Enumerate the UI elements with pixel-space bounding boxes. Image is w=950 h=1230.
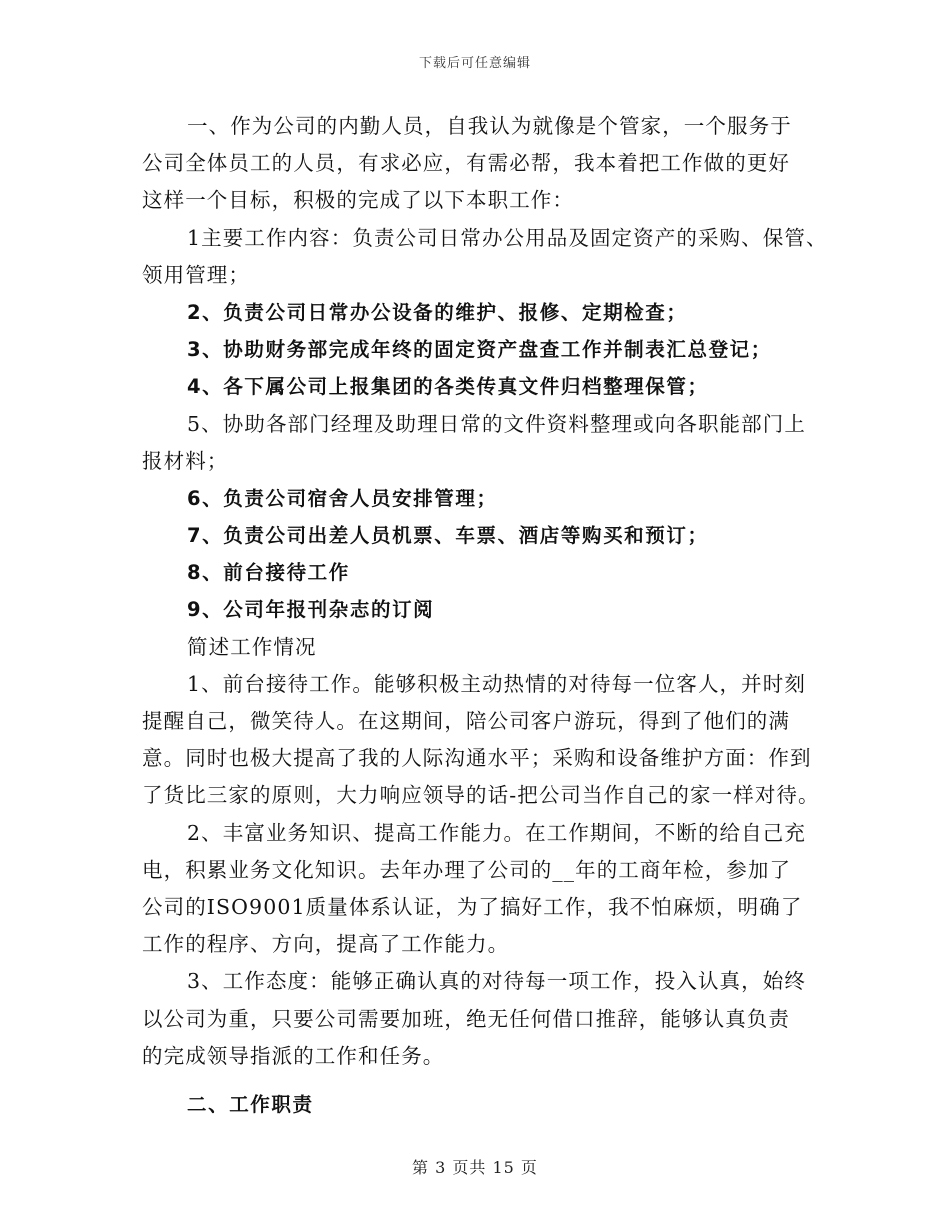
paragraph-line: 6、负责公司宿舍人员安排管理； (187, 486, 498, 510)
paragraph-line: 报材料； (142, 448, 229, 473)
page-footer: 第 3 页共 15 页 (412, 1158, 538, 1177)
section-heading: 二、工作职责 (187, 1092, 314, 1116)
paragraph-line: 这样一个目标，积极的完成了以下本职工作： (142, 188, 574, 213)
paragraph-line: 2、丰富业务知识、提高工作能力。在工作期间，不断的给自己充 (187, 820, 806, 845)
paragraph-line: 领用管理； (142, 262, 250, 287)
paragraph-line: 8、前台接待工作 (187, 561, 350, 585)
paragraph-line: 简述工作情况 (187, 634, 317, 659)
paragraph-line: 3、协助财务部完成年终的固定资产盘查工作并制表汇总登记； (187, 338, 772, 362)
paragraph-line: 9、公司年报刊杂志的订阅 (187, 598, 435, 622)
paragraph-line: 1、前台接待工作。能够积极主动热情的对待每一位客人，并时刻 (187, 671, 806, 696)
paragraph-line: 3、工作态度：能够正确认真的对待每一项工作，投入认真，始终 (187, 969, 806, 994)
paragraph-line: 公司的ISO9001质量体系认证，为了搞好工作，我不怕麻烦，明确了 (142, 894, 803, 919)
paragraph-line: 4、各下属公司上报集团的各类传真文件归档整理保管； (187, 375, 709, 399)
paragraph-line: 提醒自己，微笑待人。在这期间，陪公司客户游玩，得到了他们的满 (142, 709, 790, 733)
paragraph-line: 的完成领导指派的工作和任务。 (142, 1043, 445, 1068)
spacer (142, 1075, 824, 1086)
paragraph-line: 2、负责公司日常办公设备的维护、报修、定期检查； (187, 300, 688, 324)
paragraph-line: 公司全体员工的人员，有求必应，有需必帮，我本着把工作做的更好 (142, 151, 790, 176)
paragraph-line: 意。同时也极大提高了我的人际沟通水平；采购和设备维护方面：作到 (142, 746, 812, 771)
document-body (142, 108, 828, 1123)
paragraph-line: 电，积累业务文化知识。去年办理了公司的__年的工商年检，参加了 (142, 857, 792, 882)
paragraph-line: 以公司为重，只要公司需要加班，绝无任何借口推辞，能够认真负责 (142, 1006, 790, 1031)
paragraph-line: 5、协助各部门经理及助理日常的文件资料整理或向各职能部门上 (187, 411, 806, 436)
paragraph-line: 了货比三家的原则，大力响应领导的话-把公司当作自己的家一样对待。 (142, 783, 820, 808)
paragraph-line: 工作的程序、方向，提高了工作能力。 (142, 932, 510, 957)
page-header: 下载后可任意编辑 (418, 56, 531, 71)
paragraph-line: 1主要工作内容：负责公司日常办公用品及固定资产的采购、保管、 (187, 225, 828, 250)
paragraph-line: 7、负责公司出差人员机票、车票、酒店等购买和预订； (187, 524, 709, 548)
paragraph-line: 一、作为公司的内勤人员，自我认为就像是个管家，一个服务于 (187, 114, 792, 138)
